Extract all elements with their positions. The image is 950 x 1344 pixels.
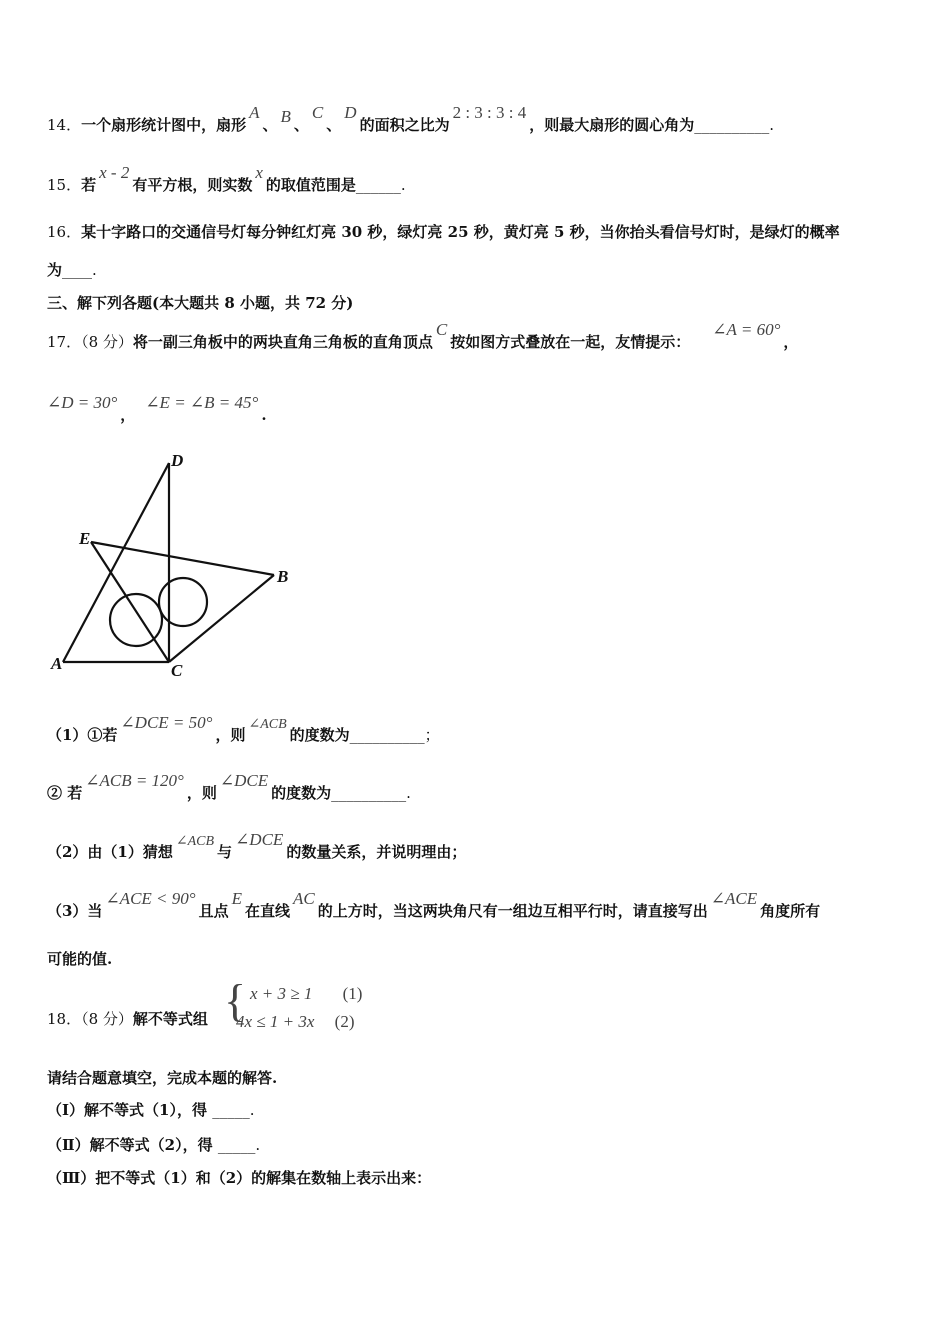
separator: 、 — [326, 116, 342, 134]
text: 解不等式组 — [132, 1010, 208, 1028]
inequality-1 — [250, 984, 362, 1004]
math-c: C — [435, 320, 448, 339]
circle-left — [110, 594, 162, 646]
part-1b — [47, 771, 411, 803]
text: （2）由（1）猜想 — [47, 843, 173, 861]
label-d: D — [171, 451, 184, 470]
q15-text-2: 有平方根，则实数 — [132, 176, 253, 194]
part-3-cont — [47, 948, 112, 969]
text: （Ⅱ）解不等式（2），得 — [47, 1136, 213, 1154]
q14-text-1: 一个扇形统计图中，扇形 — [81, 116, 247, 134]
math-b: B — [280, 107, 291, 126]
comma: ， — [120, 406, 136, 424]
separator: 、 — [262, 116, 278, 134]
text: 的上方时，当这两块角尺有一组边互相平行时，请直接写出 — [317, 902, 708, 920]
text: 的数量关系，并说明理由； — [286, 843, 467, 861]
section-heading: 三、解下列各题(本大题共 8 小题，共 72 分) — [47, 294, 354, 312]
score: （8 分） — [81, 1010, 133, 1028]
math-x: x — [255, 163, 263, 182]
inequality-1-tag: (1) — [342, 984, 363, 1003]
text: 的度数为 — [271, 784, 332, 802]
q15-text-1: 若 — [81, 176, 97, 194]
label-b: B — [277, 567, 289, 586]
question-number: 17． — [47, 333, 82, 351]
answer-blank: ______. — [355, 176, 406, 194]
math-angle: ∠ACE < 90° — [105, 889, 196, 908]
instruction: 请结合题意填空，完成本题的解答. — [47, 1069, 278, 1087]
line-bc — [169, 575, 274, 662]
part-3 — [47, 889, 821, 921]
math-angle: ∠DCE = 50° — [120, 713, 213, 732]
q14-text-3: ，则最大扇形的圆心角为 — [529, 116, 695, 134]
text: （1）①若 — [47, 726, 118, 744]
math-angle: ∠DCE — [219, 771, 269, 790]
q17-text-2: 按如图方式叠放在一起，友情提示： — [450, 333, 691, 351]
inequality-1-expr: x + 3 ≥ 1 — [250, 984, 313, 1003]
question-16-cont — [47, 259, 97, 280]
math-expression: x - 2 — [99, 163, 130, 182]
q14-text-2: 的面积之比为 — [359, 116, 450, 134]
math-ac: AC — [292, 889, 315, 908]
system-brace: { — [224, 975, 247, 1026]
inequality-2 — [236, 1012, 354, 1032]
answer-blank: _____. — [212, 1101, 255, 1119]
answer-blank: _____. — [217, 1136, 261, 1154]
label-e: E — [79, 529, 91, 548]
text: （3）当 — [47, 902, 103, 920]
question-number: 14． — [47, 116, 82, 134]
triangle-figure — [45, 448, 315, 683]
q16-text-1: 某十字路口的交通信号灯每分钟红灯亮 30 秒，绿灯亮 25 秒，黄灯亮 5 秒，当你抬头看信号灯时，是绿灯的概率 — [81, 223, 840, 241]
angle-d: ∠D = 30° — [47, 393, 118, 412]
comma: ， — [783, 333, 799, 351]
period: . — [261, 406, 267, 424]
math-angle: ∠DCE — [235, 830, 284, 849]
part-1a — [47, 713, 440, 745]
text: 在直线 — [244, 902, 290, 920]
angle-a: ∠A = 60° — [712, 320, 781, 339]
math-d: D — [344, 103, 357, 122]
question-14 — [47, 103, 775, 135]
math-c: C — [311, 103, 324, 122]
math-a: A — [249, 103, 260, 122]
question-16 — [47, 221, 840, 242]
question-number: 16． — [47, 223, 82, 241]
text: （Ⅰ）解不等式（1），得 — [47, 1101, 207, 1119]
math-angle: ∠ACB — [248, 717, 287, 732]
line-ec — [91, 542, 169, 662]
inequality-2-expr: 4x ≤ 1 + 3x — [236, 1012, 315, 1031]
text: 且点 — [198, 902, 229, 920]
score: （8 分） — [81, 333, 133, 351]
math-angle: ∠ACB = 120° — [85, 771, 184, 790]
text: 可能的值. — [47, 950, 113, 968]
ratio-expression: 2 : 3 : 3 : 4 — [452, 103, 527, 122]
question-15 — [47, 163, 406, 195]
answer-blank: __________； — [349, 726, 440, 744]
answer-blank: ____. — [62, 261, 97, 279]
question-18 — [47, 1008, 208, 1029]
text: 与 — [217, 843, 233, 861]
part-2 — [47, 830, 467, 862]
question-17 — [47, 320, 799, 352]
text: ，则 — [215, 726, 246, 744]
text: 的度数为 — [289, 726, 350, 744]
step-1 — [47, 1099, 254, 1120]
question-number: 18． — [47, 1010, 82, 1028]
q17-text-1: 将一副三角板中的两块直角三角板的直角顶点 — [132, 333, 433, 351]
text: 角度所有 — [760, 902, 821, 920]
step-3: （Ⅲ）把不等式（1）和（2）的解集在数轴上表示出来： — [47, 1169, 432, 1187]
math-angle: ∠ACE — [710, 889, 758, 908]
line-ad — [63, 463, 169, 662]
answer-blank: __________. — [331, 784, 411, 802]
separator: 、 — [293, 116, 309, 134]
text: ，则 — [186, 784, 217, 802]
math-angle: ∠ACB — [175, 834, 215, 849]
circle-right — [159, 578, 207, 626]
label-a: A — [51, 654, 63, 673]
label-c: C — [171, 661, 183, 680]
step-2 — [47, 1134, 260, 1155]
inequality-2-tag: (2) — [334, 1012, 355, 1031]
angle-e-b: ∠E = ∠B = 45° — [145, 393, 259, 412]
answer-blank: __________. — [694, 116, 775, 134]
question-17-cont — [47, 393, 267, 425]
q15-text-3: 的取值范围是 — [265, 176, 356, 194]
question-number: 15． — [47, 176, 82, 194]
q16-text-2: 为 — [47, 261, 63, 279]
math-e: E — [231, 889, 242, 908]
text: ② 若 — [47, 784, 83, 802]
